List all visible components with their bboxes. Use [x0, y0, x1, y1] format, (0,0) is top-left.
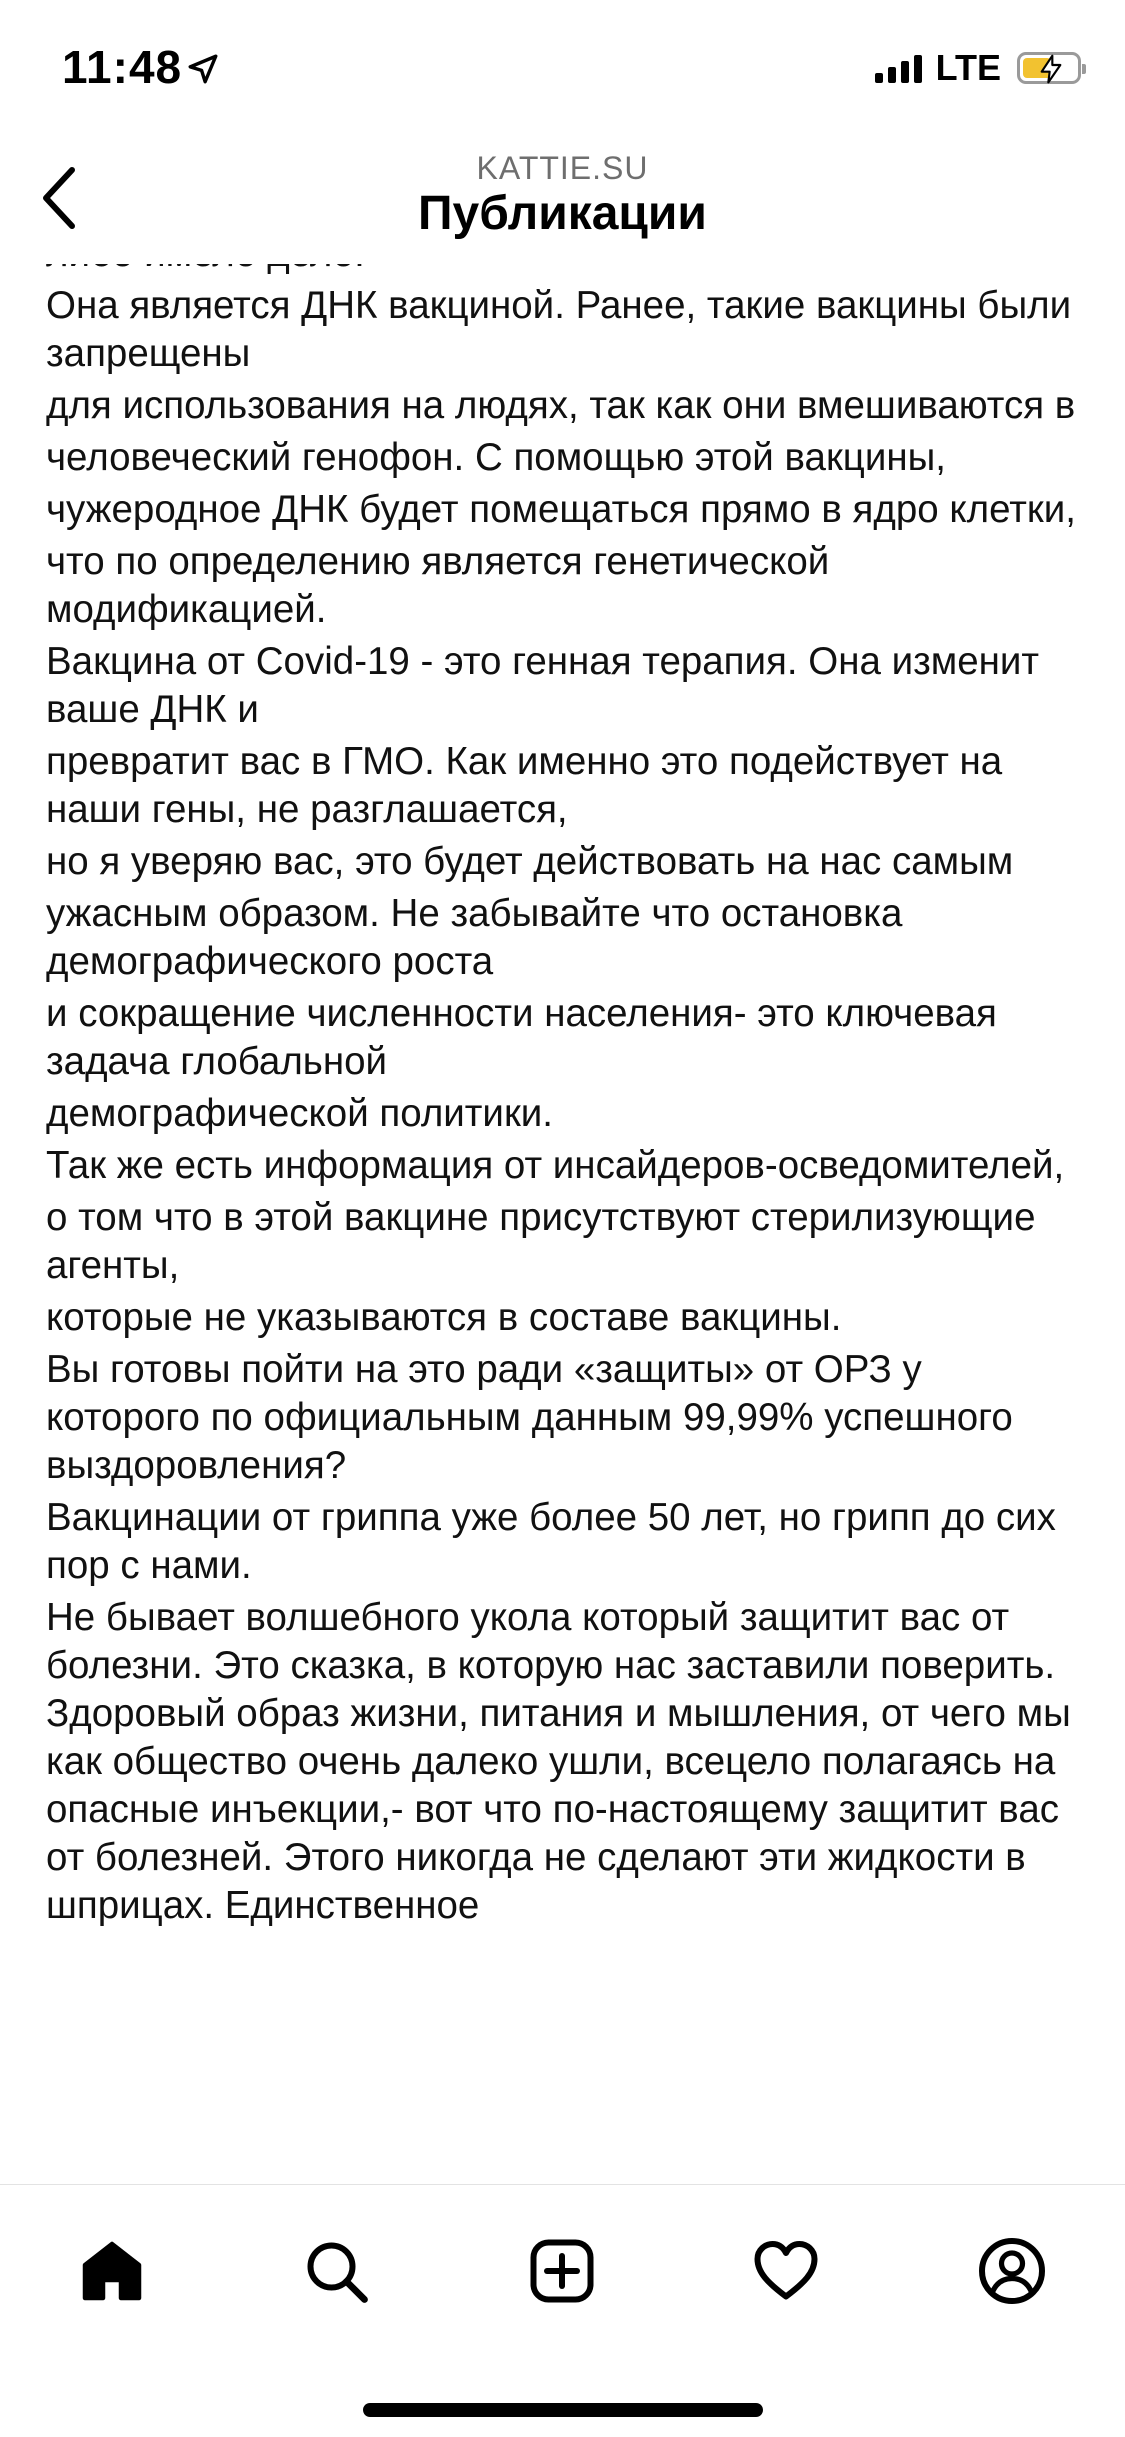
- tab-home[interactable]: [72, 2231, 152, 2311]
- post-text-line: превратит вас в ГМО. Как именно это подействует на наши гены, не разглашается,: [46, 740, 1003, 831]
- status-bar: [0, 0, 1125, 140]
- page-title: Публикации: [418, 187, 707, 240]
- bottom-tab-bar: [0, 2184, 1125, 2437]
- search-icon: [300, 2235, 372, 2307]
- post-text-line: ужасным образом. Не забывайте что остановка демографического роста: [46, 892, 903, 983]
- tab-profile[interactable]: [972, 2231, 1052, 2311]
- post-text-line: о том что в этой вакцине присутствуют стерилизующие агенты,: [46, 1196, 1036, 1287]
- profile-icon: [976, 2235, 1048, 2307]
- post-text-line: и сокращение численности населения- это ключевая задача глобальной: [46, 992, 997, 1083]
- battery-icon: [1017, 52, 1081, 84]
- post-caption: [46, 230, 1086, 1934]
- post-text-line: Она является ДНК вакциной. Ранее, такие вакцины были запрещены: [46, 284, 1072, 375]
- status-indicators: [875, 46, 1081, 90]
- post-content: [0, 264, 1125, 2184]
- post-text-line: Так же есть информация от инсайдеров-осведомителей,: [46, 1144, 1065, 1187]
- post-text-line: для использования на людях, так как они вмешиваются в: [46, 384, 1076, 427]
- header-username[interactable]: KATTIE.SU: [476, 150, 649, 186]
- post-text-line: Вакцинации от гриппа уже более 50 лет, но грипп до сих пор с нами.: [46, 1496, 1056, 1587]
- add-post-icon: [526, 2235, 598, 2307]
- post-text-line: но я уверяю вас, это будет действовать на нас самым: [46, 840, 1014, 883]
- network-type: LTE: [935, 47, 1001, 88]
- post-text-line: чужеродное ДНК будет помещаться прямо в ядро клетки,: [46, 488, 1076, 531]
- tab-create[interactable]: [522, 2231, 602, 2311]
- tab-search[interactable]: [296, 2231, 376, 2311]
- post-text-line: человеческий генофон. С помощью этой вакцины,: [46, 436, 946, 479]
- heart-icon: [750, 2235, 822, 2307]
- post-text-line: Не бывает волшебного укола который защитит вас от болезни. Это сказка, в которую нас заставили поверить. Здоровый образ жизни, питания и мышления, от чего мы как общество очень далеко ушли, всецело полагаясь на опасные инъекции,- вот что по-настоящему защитит вас от болезней. Этого никогда не сделают эти жидкости в шприцах. Единственное: [46, 1596, 1071, 1927]
- charging-bolt-icon: [1034, 53, 1068, 85]
- signal-strength-icon: [875, 53, 922, 83]
- post-text-line: Вы готовы пойти на это ради «защиты» от ОРЗ у которого по официальным данным 99,99% успешного выздоровления?: [46, 1348, 1013, 1487]
- post-text-line: Вакцина от Covid-19 - это генная терапия. Она изменит ваше ДНК и: [46, 640, 1040, 731]
- home-indicator[interactable]: [363, 2403, 763, 2417]
- post-text-line: демографической политики.: [46, 1092, 553, 1135]
- home-icon: [76, 2235, 148, 2307]
- tab-activity[interactable]: [746, 2231, 826, 2311]
- post-text-line: которые не указываются в составе вакцины.: [46, 1296, 842, 1339]
- status-time: 11:48: [62, 41, 183, 93]
- location-arrow-icon: [186, 52, 220, 86]
- header: [0, 140, 1125, 264]
- post-text-line: что по определению является генетической модификацией.: [46, 540, 830, 631]
